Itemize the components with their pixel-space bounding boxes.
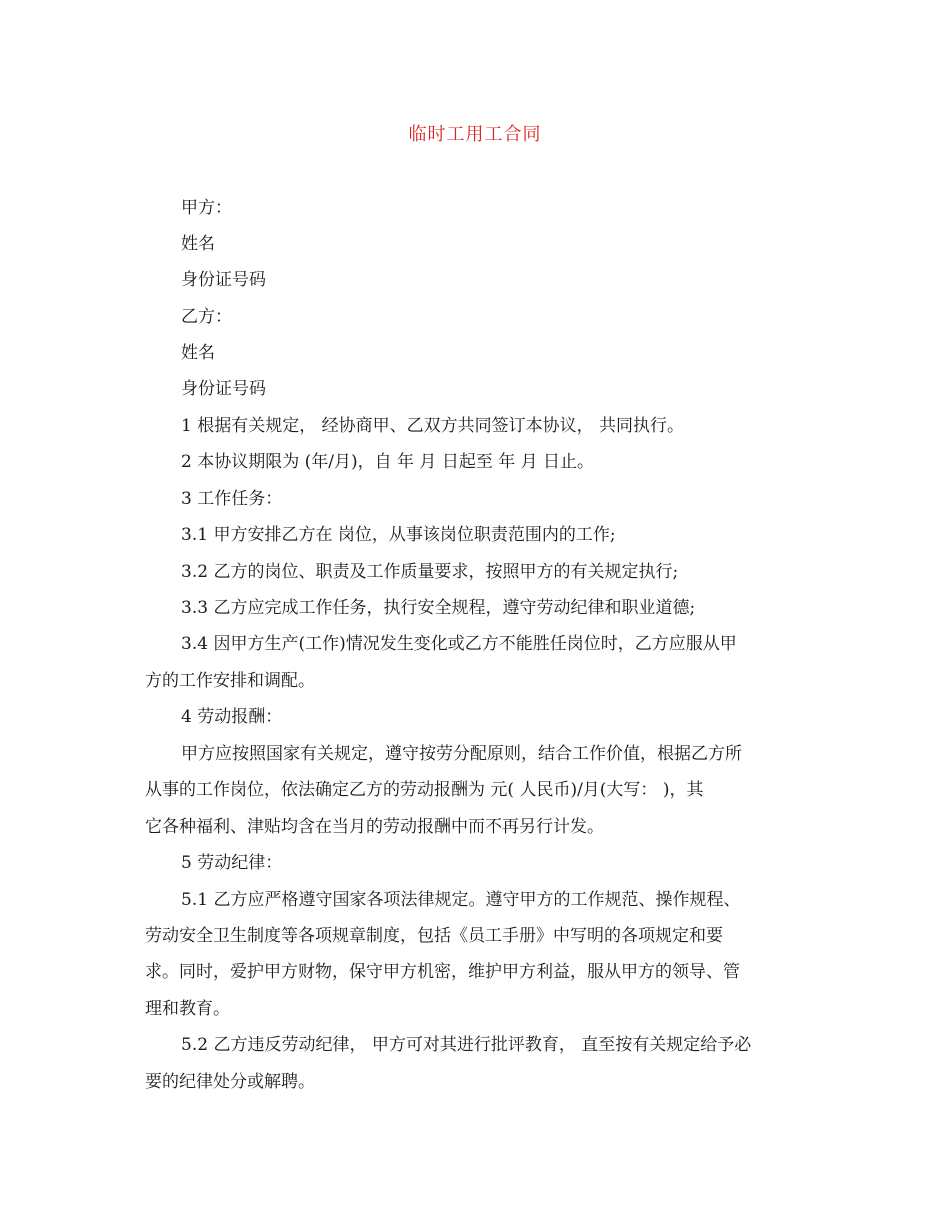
party-b-label: 乙方：	[181, 307, 232, 327]
document-title: 临时工用工合同	[408, 124, 542, 145]
party-a-name-label: 姓名	[181, 234, 215, 254]
clause-3-4-line-2: 方的工作安排和调配。	[145, 671, 315, 691]
party-b-id-label: 身份证号码	[181, 379, 266, 399]
clause-4-text-line-2: 从事的工作岗位，依法确定乙方的劳动报酬为 元( 人民币)/月(大写： )，其	[145, 780, 704, 800]
clause-5-1-line-3: 求。同时，爱护甲方财物，保守甲方机密，维护甲方利益，服从甲方的领导、管	[145, 962, 740, 982]
party-b-name-label: 姓名	[181, 343, 215, 363]
clause-2: 2 本协议期限为 (年/月)，自 年 月 日起至 年 月 日止。	[181, 452, 595, 472]
clause-3-4-line-1: 3.4 因甲方生产(工作)情况发生变化或乙方不能胜任岗位时，乙方应服从甲	[181, 634, 737, 654]
clause-5-1-line-1: 5.1 乙方应严格遵守国家各项法律规定。遵守甲方的工作规范、操作规程、	[181, 890, 741, 910]
clause-1: 1 根据有关规定， 经协商甲、乙双方共同签订本协议， 共同执行。	[181, 416, 685, 436]
clause-5-2-line-2: 要的纪律处分或解聘。	[145, 1072, 315, 1092]
clause-5-1-line-4: 理和教育。	[145, 999, 230, 1019]
party-a-label: 甲方：	[181, 198, 232, 218]
clause-3-3: 3.3 乙方应完成工作任务，执行安全规程，遵守劳动纪律和职业道德;	[181, 598, 696, 618]
clause-5-heading: 5 劳动纪律：	[181, 853, 283, 873]
clause-4-text-line-1: 甲方应按照国家有关规定，遵守按劳分配原则，结合工作价值，根据乙方所	[181, 744, 742, 764]
clause-4-heading: 4 劳动报酬：	[181, 707, 283, 727]
clause-5-1-line-2: 劳动安全卫生制度等各项规章制度，包括《员工手册》中写明的各项规定和要	[145, 926, 723, 946]
clause-3-heading: 3 工作任务：	[181, 489, 283, 509]
clause-5-2-line-1: 5.2 乙方违反劳动纪律， 甲方可对其进行批评教育， 直至按有关规定给予必	[181, 1035, 752, 1055]
clause-3-1: 3.1 甲方安排乙方在 岗位，从事该岗位职责范围内的工作;	[181, 525, 616, 545]
party-a-id-label: 身份证号码	[181, 270, 266, 290]
clause-3-2: 3.2 乙方的岗位、职责及工作质量要求，按照甲方的有关规定执行;	[181, 562, 679, 582]
clause-4-text-line-3: 它各种福利、津贴均含在当月的劳动报酬中而不再另行计发。	[145, 817, 604, 837]
